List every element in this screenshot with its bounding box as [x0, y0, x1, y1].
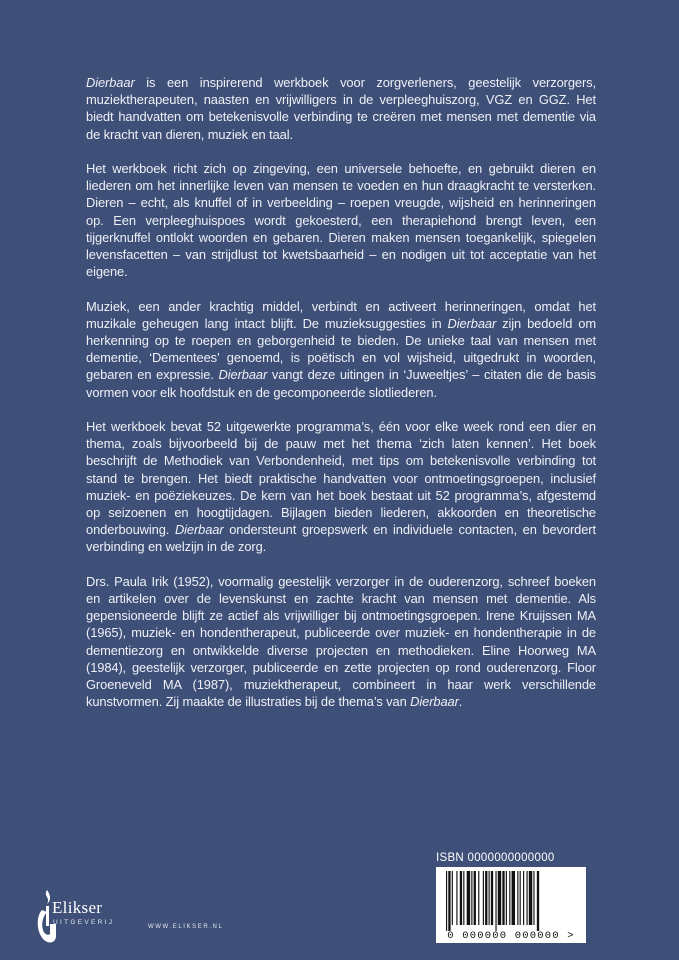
publisher-subtitle: UITGEVERIJ: [53, 919, 115, 926]
barcode: [436, 867, 586, 943]
paragraph-authors: Drs. Paula Irik (1952), voormalig geestelijk verzorger in de ouderenzorg, schreef boeken en artikelen over de levenskunst en zachte kracht van mensen met dementie. Als gepensioneerde blijft ze actief als vrijwilliger bij ontmoetingsgroepen. Irene Kruijssen MA (1965), muziek- en hondentherapeut, publiceerde over muziek- en hondentherapie in de dementiezorg en ontwikkelde diverse projecten en methodieken. Eline Hoorweg MA (1984), geestelijk verzorger, publiceerde en zette projecten op rond ouderenzorg. Floor Groeneveld MA (1987), muziektherapeut, combineert in haar werk verschillende kunstvormen. Zij maakte de illustraties bij de thema’s van Dierbaar.: [86, 573, 596, 710]
paragraph-werkboek: Het werkboek bevat 52 uitgewerkte programma’s, één voor elke week rond een dier en thema, zoals bijvoorbeeld bij de pauw met het thema ‘zich laten kennen’. Het boek beschrijft de Methodiek van Verbondenheid, met tips om betekenisvolle verbinding tot stand te brengen. Het biedt praktische handvatten voor ontmoetingsgroepen, inclusief muziek- en poëziekeuzes. De kern van het boek bestaat uit 52 programma’s, afgestemd op seizoenen en hoogtijdagen. Bijlagen bieden liederen, akkoorden en theoretische onderbouwing. Dierbaar ondersteunt groepswerk en individuele contacten, en bevordert verbinding en welzijn in de zorg.: [86, 419, 596, 555]
book-title: Dierbaar: [410, 694, 459, 710]
intro-paragraph: Dierbaar is een inspirerend werkboek voor zorgverleners, geestelijk verzorgers, muziektherapeuten, naasten en vrijwilligers in de verpleeghuiszorg, VGZ en GGZ. Het biedt handvatten om betekenisvolle verbinding te creëren met mensen met dementie via de kracht van dieren, muziek en taal.: [86, 75, 596, 142]
publisher-logo-icon: [34, 888, 154, 948]
publisher-name: Elikser: [52, 898, 103, 917]
barcode-digits: 0 000000 000000 >: [447, 930, 575, 942]
book-title: Dierbaar: [174, 522, 224, 538]
barcode-block: [436, 851, 592, 951]
book-title: Dierbaar: [218, 367, 268, 383]
barcode-bars-icon: [436, 867, 586, 931]
isbn-label: ISBN 0000000000000: [436, 852, 555, 864]
publisher-website: WWW.ELIKSER.NL: [148, 924, 224, 930]
paragraph-muziek: Muziek, een ander krachtig middel, verbindt en activeert herinneringen, omdat het muzikale geheugen lang intact blijft. De muzieksuggesties in Dierbaar zijn bedoeld om herkenning op te roepen en geborgenheid te bieden. De unieke taal van mensen met dementie, ‘Dementees’ genoemd, is poëtisch en vol wijsheid, uitgedrukt in woorden, gebaren en expressie. Dierbaar vangt deze uitingen in ‘Juweeltjes’ – citaten die de basis vormen voor elk hoofdstuk en de gecomponeerde slotliederen.: [86, 298, 596, 400]
book-title: Dierbaar: [86, 75, 135, 90]
book-title: Dierbaar: [447, 315, 497, 331]
back-cover-text: [86, 74, 596, 728]
paragraph-zingeving: Het werkboek richt zich op zingeving, een universele behoefte, en gebruikt dieren en liederen om het innerlijke leven van mensen te voeden en hun draagkracht te versterken. Dieren – echt, als knuffel of in verbeelding – roepen vreugde, wijsheid en herinneringen op. Een verpleeghuispoes wordt gekoesterd, een therapiehond brengt leven, een tijgerknuffel ontlokt woorden en gebaren. Dieren maken mensen toegankelijk, spiegelen levensfacetten – van strijdlust tot kwetsbaarheid – en nodigen uit tot acceptatie van het eigene.: [86, 161, 596, 280]
